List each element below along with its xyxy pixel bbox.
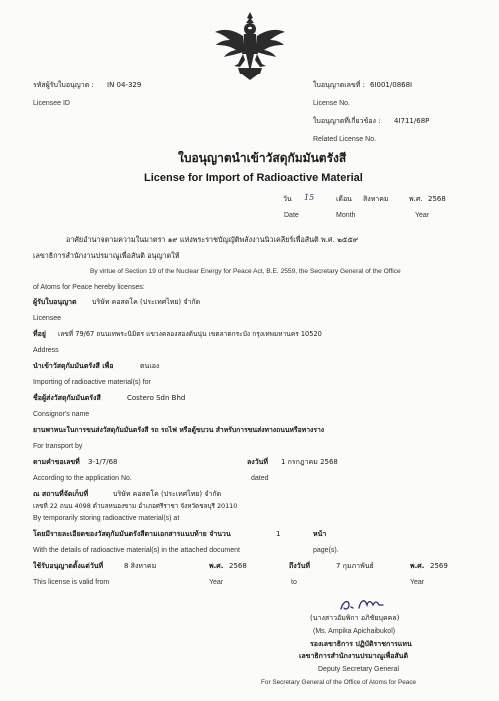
license-no-label-en: License No. bbox=[313, 100, 350, 107]
month-label-en: Month bbox=[336, 212, 356, 219]
valid-to-year-en: Year bbox=[410, 579, 425, 586]
transport-label-en: For transport by bbox=[33, 443, 83, 450]
address-value: เลขที่ 79/67 ถนนเทพระนิมิตร แขวงคลองสองต้นนุ่น เขตลาดกระบัง กรุงเทพมหานคร 10520 bbox=[58, 330, 322, 338]
title-en: License for Import of Radioactive Material bbox=[144, 172, 363, 184]
address-label-th: ที่อยู่ bbox=[33, 330, 46, 338]
signatory-position-en2: For Secretary General of the Office of Atoms for Peace bbox=[261, 679, 417, 686]
year-value: 2568 bbox=[428, 195, 446, 203]
dated-label-th: ลงวันที่ bbox=[247, 458, 269, 466]
dated-label-en: dated bbox=[251, 475, 269, 482]
signatory-position-th2: เลขาธิการสำนักงานปรมาณูเพื่อสันติ bbox=[299, 652, 409, 660]
application-label-th: ตามคำขอเลขที่ bbox=[33, 458, 80, 466]
month-value: สิงหาคม bbox=[363, 195, 389, 203]
licensee-label-en: Licensee bbox=[33, 315, 62, 322]
storage-address: เลขที่ 22 ถนน 4098 ตำบลหนองขาม อำเภอศรีราชา จังหวัดชลบุรี 20110 bbox=[33, 502, 238, 510]
licensee-label-th: ผู้รับใบอนุญาต bbox=[33, 298, 77, 306]
signatory-position-th1: รองเลขาธิการ ปฏิบัติราชการแทน bbox=[310, 640, 412, 648]
valid-to-year-value: 2569 bbox=[430, 562, 448, 570]
licensee-id-value: IN 04-329 bbox=[107, 81, 142, 89]
signatory-name-en: (Ms. Ampika Apichaibukol) bbox=[313, 628, 396, 635]
details-label-th: โดยมีรายละเอียดของวัสดุกัมมันตรังสีตามเอกสารแนบท้าย จำนวน bbox=[33, 530, 231, 538]
signatory-name-th: (นางสาวอัมพิกา อภิชัยบุคคล) bbox=[310, 614, 400, 622]
related-no-value: 4I711/68P bbox=[394, 117, 430, 125]
details-page-en: page(s). bbox=[313, 547, 339, 554]
import-value: ตนเอง bbox=[140, 362, 160, 370]
consignor-label-en: Consignor's name bbox=[33, 411, 90, 418]
valid-from-label-th: ใช้รับอนุญาตตั้งแต่วันที่ bbox=[33, 562, 104, 570]
licensee-value: บริษัท คอสตโค (ประเทศไทย) จำกัด bbox=[92, 298, 201, 306]
related-no-label-en: Related License No. bbox=[313, 136, 377, 143]
day-value: 15 bbox=[304, 193, 315, 202]
licensee-id-label-th: รหัสผู้รับใบอนุญาต : bbox=[33, 81, 94, 89]
details-pages-value: 1 bbox=[276, 530, 281, 538]
day-label-en: Date bbox=[284, 212, 299, 219]
title-th: ใบอนุญาตนำเข้าวัสดุกัมมันตรังสี bbox=[178, 151, 347, 165]
authority-th-line1: อาศัยอำนาจตามความในมาตรา ๑๙ แห่งพระราชบัญญัติพลังงานนิวเคลียร์เพื่อสันติ พ.ศ. ๒๕๕๙ bbox=[66, 235, 359, 244]
storage-label-th: ณ สถานที่จัดเก็บที่ bbox=[33, 490, 89, 498]
authority-th-line2: เลขาธิการสำนักงานปรมาณูเพื่อสันติ อนุญาตให้ bbox=[33, 251, 180, 260]
valid-from-year-en: Year bbox=[209, 579, 224, 586]
details-label-en: With the details of radioactive material(s) in the attached document bbox=[33, 547, 240, 554]
valid-to-value: 7 กุมภาพันธ์ bbox=[336, 562, 374, 570]
signatory-position-en1: Deputy Secretary General bbox=[318, 666, 399, 673]
details-page-th: หน้า bbox=[313, 530, 327, 538]
consignor-label-th: ชื่อผู้ส่งวัสดุกัมมันตรังสี bbox=[33, 394, 101, 402]
valid-to-label-th: ถึงวันที่ bbox=[289, 562, 310, 570]
valid-from-value: 8 สิงหาคม bbox=[124, 562, 157, 570]
address-label-en: Address bbox=[33, 347, 59, 354]
consignor-value: Costero Sdn Bhd bbox=[127, 394, 186, 402]
application-value: 3-1/7/68 bbox=[88, 458, 118, 466]
transport-label-th: ยานพาหนะในการขนส่งวัสดุกัมมันตรังสี รถ รถไฟ หรือตู้ขบวน สำหรับการขนส่งทางถนนหรือทางราง bbox=[33, 426, 325, 434]
authority-en-line2: of Atoms for Peace hereby licenses: bbox=[33, 284, 145, 291]
valid-from-year-label: พ.ศ. bbox=[209, 562, 224, 570]
valid-from-label-en: This license is valid from bbox=[33, 579, 110, 586]
signature-mark bbox=[337, 593, 397, 615]
year-label-en: Year bbox=[415, 212, 430, 219]
valid-to-label-en: to bbox=[291, 579, 297, 586]
dated-value: 1 กรกฎาคม 2568 bbox=[281, 458, 338, 466]
application-label-en: According to the application No. bbox=[33, 475, 132, 482]
authority-en-line1: By virtue of Section 19 of the Nuclear Energy for Peace Act, B.E. 2559, the Secretary General of the Office bbox=[90, 268, 401, 275]
storage-value: บริษัท คอสตโค (ประเทศไทย) จำกัด bbox=[113, 490, 222, 498]
garuda-emblem bbox=[212, 10, 288, 82]
import-label-en: Importing of radioactive material(s) for bbox=[33, 379, 151, 386]
import-label-th: นำเข้าวัสดุกัมมันตรังสี เพื่อ bbox=[33, 362, 114, 370]
storage-label-en: By temporarily storing radioactive material(s) at bbox=[33, 515, 180, 522]
license-no-label-th: ใบอนุญาตเลขที่ : bbox=[313, 81, 365, 89]
licensee-id-label-en: Licensee ID bbox=[33, 100, 70, 107]
year-label-th: พ.ศ. bbox=[409, 195, 423, 203]
day-label-th: วัน bbox=[283, 195, 292, 203]
valid-to-year-label: พ.ศ. bbox=[410, 562, 425, 570]
license-no-value: 6I001/0868I bbox=[370, 81, 413, 89]
month-label-th: เดือน bbox=[336, 195, 352, 203]
valid-from-year-value: 2568 bbox=[229, 562, 247, 570]
related-no-label-th: ใบอนุญาตที่เกี่ยวข้อง : bbox=[313, 117, 381, 125]
